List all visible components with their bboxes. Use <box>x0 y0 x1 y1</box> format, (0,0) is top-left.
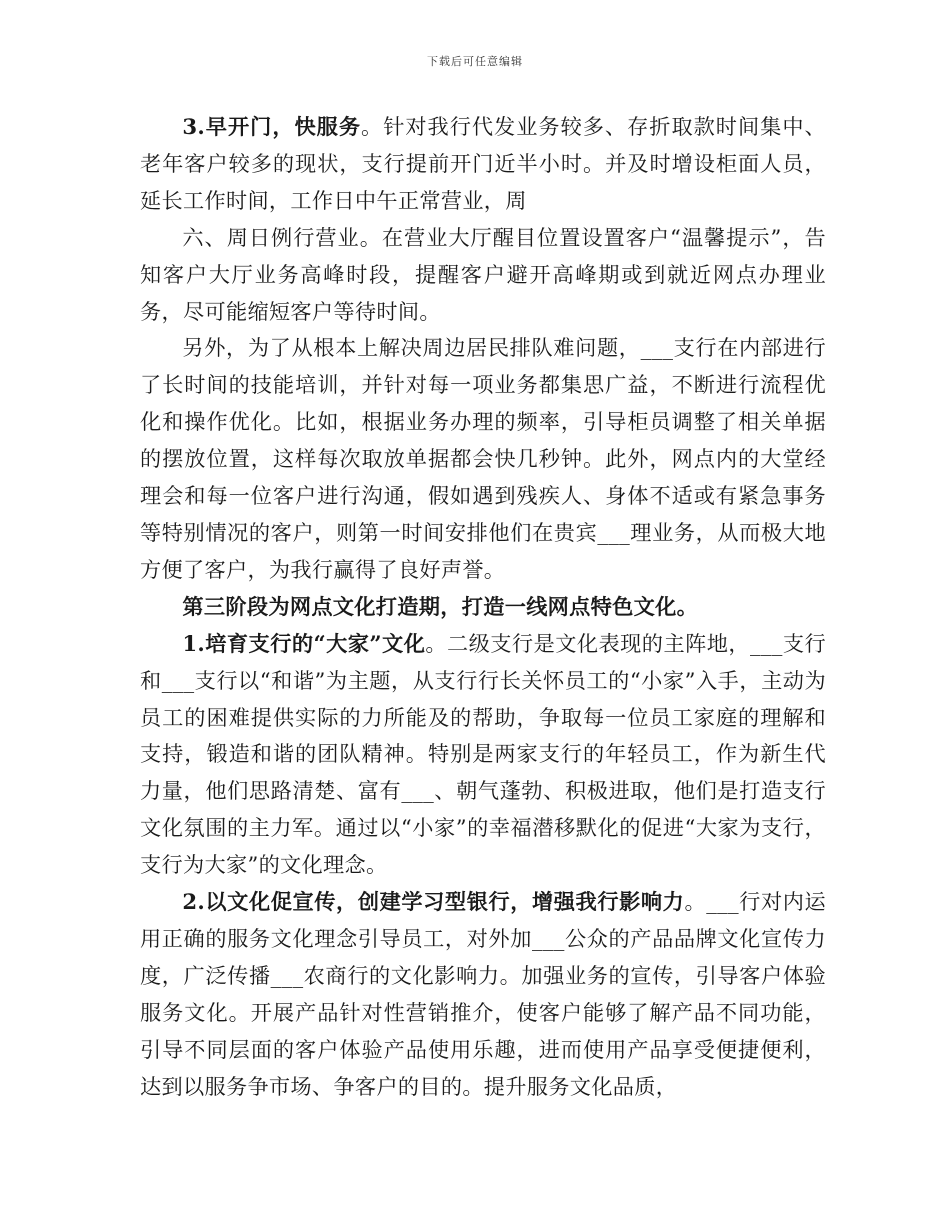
paragraph-culture-promotion <box>140 884 826 1105</box>
paragraph-text: 另外，为了从根本上解决周边居民排队难问题，___支行在内部进行了长时间的技能培训，并针对每一项业务都集思广益，不断进行流程优化和操作优化。比如，根据业务办理的频率，引导柜员调整了相关单据的摆放位置，这样每次取放单据都会快几秒钟。此外，网点内的大堂经理会和每一位客户进行沟通，假如遇到残疾人、身体不适或有紧急事务等特别情况的客户，则第一时间安排他们在贵宾___理业务，从而极大地方便了客户，为我行赢得了良好声誉。 <box>140 335 826 582</box>
paragraph-weekend-service <box>140 220 826 331</box>
paragraph-lead: 3.早开门，快服务 <box>182 114 362 139</box>
paragraph-early-opening <box>140 109 826 220</box>
document-body <box>140 109 826 1105</box>
page-header: 下载后可任意编辑 <box>427 55 523 68</box>
paragraph-text: 六、周日例行营业。在营业大厅醒目位置设置客户“温馨提示”，告知客户大厅业务高峰时段，提醒客户避开高峰期或到就近网点办理业务，尽可能缩短客户等待时间。 <box>140 224 826 324</box>
section-heading-stage-three <box>140 589 826 626</box>
paragraph-skill-training <box>140 330 826 588</box>
paragraph-family-culture <box>140 626 826 884</box>
paragraph-text: 。二级支行是文化表现的主阵地，___支行和___支行以“和谐”为主题，从支行行长关怀员工的“小家”入手，主动为员工的困难提供实际的力所能及的帮助，争取每一位员工家庭的理解和支持，锻造和谐的团队精神。特别是两家支行的年轻员工，作为新生代力量，他们思路清楚、富有___、朝气蓬勃、积极进取，他们是打造支行文化氛围的主力军。通过以“小家”的幸福潜移默化的促进“大家为支行，支行为大家”的文化理念。 <box>140 630 826 878</box>
paragraph-text: 。___行对内运用正确的服务文化理念引导员工，对外加___公众的产品品牌文化宣传力度，广泛传播___农商行的文化影响力。加强业务的宣传，引导客户体验服务文化。开展产品针对性营销推介，使客户能够了解产品不同功能，引导不同层面的客户体验产品使用乐趣，进而使用产品享受便捷便利，达到以服务争市场、争客户的目的。提升服务文化品质， <box>140 889 826 1099</box>
paragraph-text: 。针对我行代发业务较多、存折取款时间集中、老年客户较多的现状，支行提前开门近半小时。并及时增设柜面人员，延长工作时间，工作日中午正常营业，周 <box>140 114 826 213</box>
paragraph-lead: 第三阶段为网点文化打造期，打造一线网点特色文化。 <box>182 593 699 619</box>
paragraph-lead: 1.培育支行的“大家”文化 <box>182 630 426 656</box>
paragraph-lead: 2.以文化促宣传，创建学习型银行，增强我行影响力 <box>182 889 685 915</box>
